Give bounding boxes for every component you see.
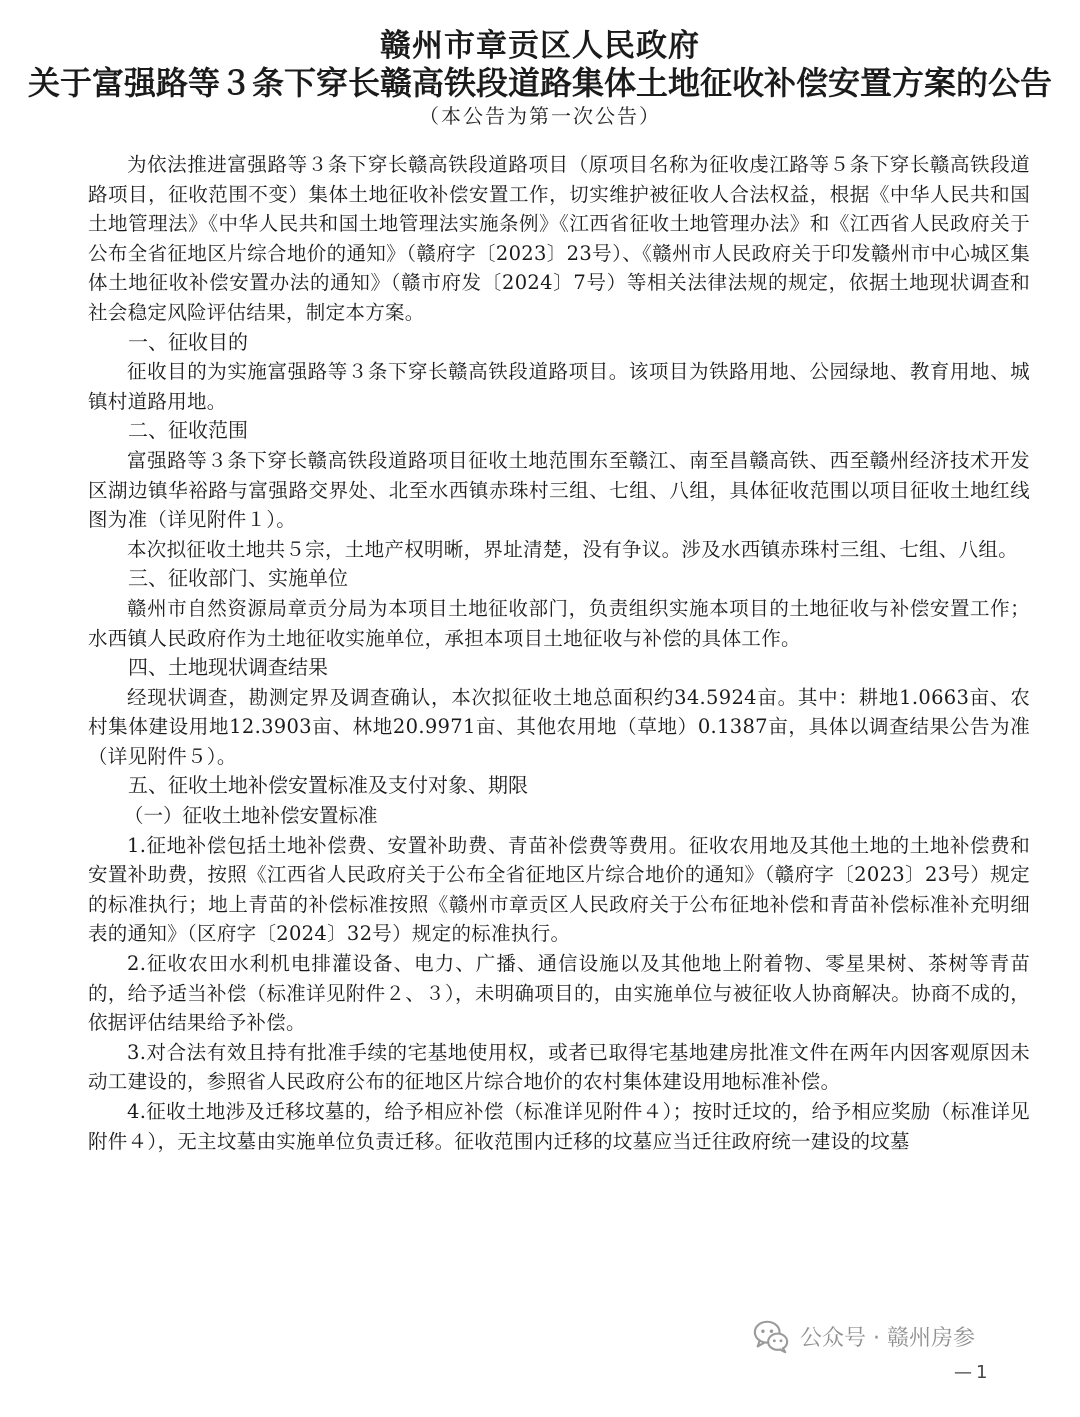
notice-title: 关于富强路等３条下穿长赣高铁段道路集体土地征收补偿安置方案的公告 — [27, 64, 1052, 102]
watermark — [752, 1316, 975, 1356]
subsection-heading: （一）征收土地补偿安置标准 — [124, 804, 378, 828]
page-number — [952, 1362, 989, 1383]
paragraph: 赣州市自然资源局章贡分局为本项目土地征收部门，负责组织实施本项目的土地征收与补偿安置工作；水西镇人民政府作为土地征收实施单位，承担本项目土地征收与补偿的具体工作。 — [88, 596, 1030, 650]
notice-body — [88, 150, 1030, 1156]
paragraph: 征收目的为实施富强路等３条下穿长赣高铁段道路项目。该项目为铁路用地、公园绿地、教育用地、城镇村道路用地。 — [88, 360, 1030, 413]
paragraph: 本次拟征收土地共５宗，土地产权明晰，界址清楚，没有争议。涉及水西镇赤珠村三组、七组、八组。 — [127, 537, 1019, 561]
section-heading-departments: 三、征收部门、实施单位 — [128, 566, 348, 591]
paragraph: 4.征收土地涉及迁移坟墓的，给予相应补偿（标准详见附件４）；按时迁坟的，给予相应奖励（标准详见附件４），无主坟墓由实施单位负责迁移。征收范围内迁移的坟墓应当迁往政府统一建设的坟墓 — [88, 1100, 1030, 1153]
paragraph: 富强路等３条下穿长赣高铁段道路项目征收土地范围东至赣江、南至昌赣高铁、西至赣州经济技术开发区湖边镇华裕路与富强路交界处、北至水西镇赤珠村三组、七组、八组，具体征收范围以项目征收土地红线图为准（详见附件１）。 — [88, 448, 1030, 532]
paragraph: 3.对合法有效且持有批准手续的宅基地使用权，或者已取得宅基地建房批准文件在两年内因客观原因未动工建设的，参照省人民政府公布的征地区片综合地价的农村集体建设用地标准补偿。 — [88, 1040, 1030, 1094]
wechat-icon — [752, 1317, 790, 1355]
section-heading-scope: 二、征收范围 — [128, 418, 248, 443]
paragraph: 经现状调查，勘测定界及调查确认，本次拟征收土地总面积约34.5924亩。其中：耕地1.0663亩、农村集体建设用地12.3903亩、林地20.9971亩、其他农用地（草地）0.1387亩，具体以调查结果公告为准（详见附件５）。 — [88, 685, 1030, 768]
page-number-value: 1 — [976, 1362, 988, 1383]
paragraph: 1.征地补偿包括土地补偿费、安置补助费、青苗补偿费等费用。征收农用地及其他土地的土地补偿费和安置补助费，按照《江西省人民政府关于公布全省征地区片综合地价的通知》（赣府字〔2023〕23号）规定的标准执行；地上青苗的补偿标准按照《赣州市章贡区人民政府关于公布征地补偿和青苗补偿标准补充明细表的通知》（区府字〔2024〕32号）规定的标准执行。 — [88, 833, 1030, 946]
page-dash: — — [954, 1362, 972, 1383]
section-heading-purpose: 一、征收目的 — [128, 329, 248, 354]
intro-paragraph: 为依法推进富强路等３条下穿长赣高铁段道路项目（原项目名称为征收虔江路等５条下穿长赣高铁段道路项目，征收范围不变）集体土地征收补偿安置工作，切实维护被征收人合法权益，根据《中华人民共和国土地管理法》《中华人民共和国土地管理法实施条例》《江西省征收土地管理办法》和《江西省人民政府关于公布全省征地区片综合地价的通知》（赣府字〔2023〕23号）、《赣州市人民政府关于印发赣州市中心城区集体土地征收补偿安置办法的通知》（赣市府发〔2024〕7号）等相关法律法规的规定，依据土地现状调查和社会稳定风险评估结果，制定本方案。 — [88, 153, 1030, 324]
section-heading-survey: 四、土地现状调查结果 — [128, 655, 328, 680]
section-heading-compensation: 五、征收土地补偿安置标准及支付对象、期限 — [128, 773, 528, 798]
watermark-text: 公众号 · 赣州房参 — [800, 1325, 975, 1351]
issuer-title: 赣州市章贡区人民政府 — [380, 28, 700, 64]
paragraph: 2.征收农田水利机电排灌设备、电力、广播、通信设施以及其他地上附着物、零星果树、茶树等青苗的，给予适当补偿（标准详见附件２、３），未明确项目的，由实施单位与被征收人协商解决。协商不成的，依据评估结果给予补偿。 — [88, 952, 1030, 1035]
notice-subtitle: （本公告为第一次公告） — [419, 104, 661, 128]
